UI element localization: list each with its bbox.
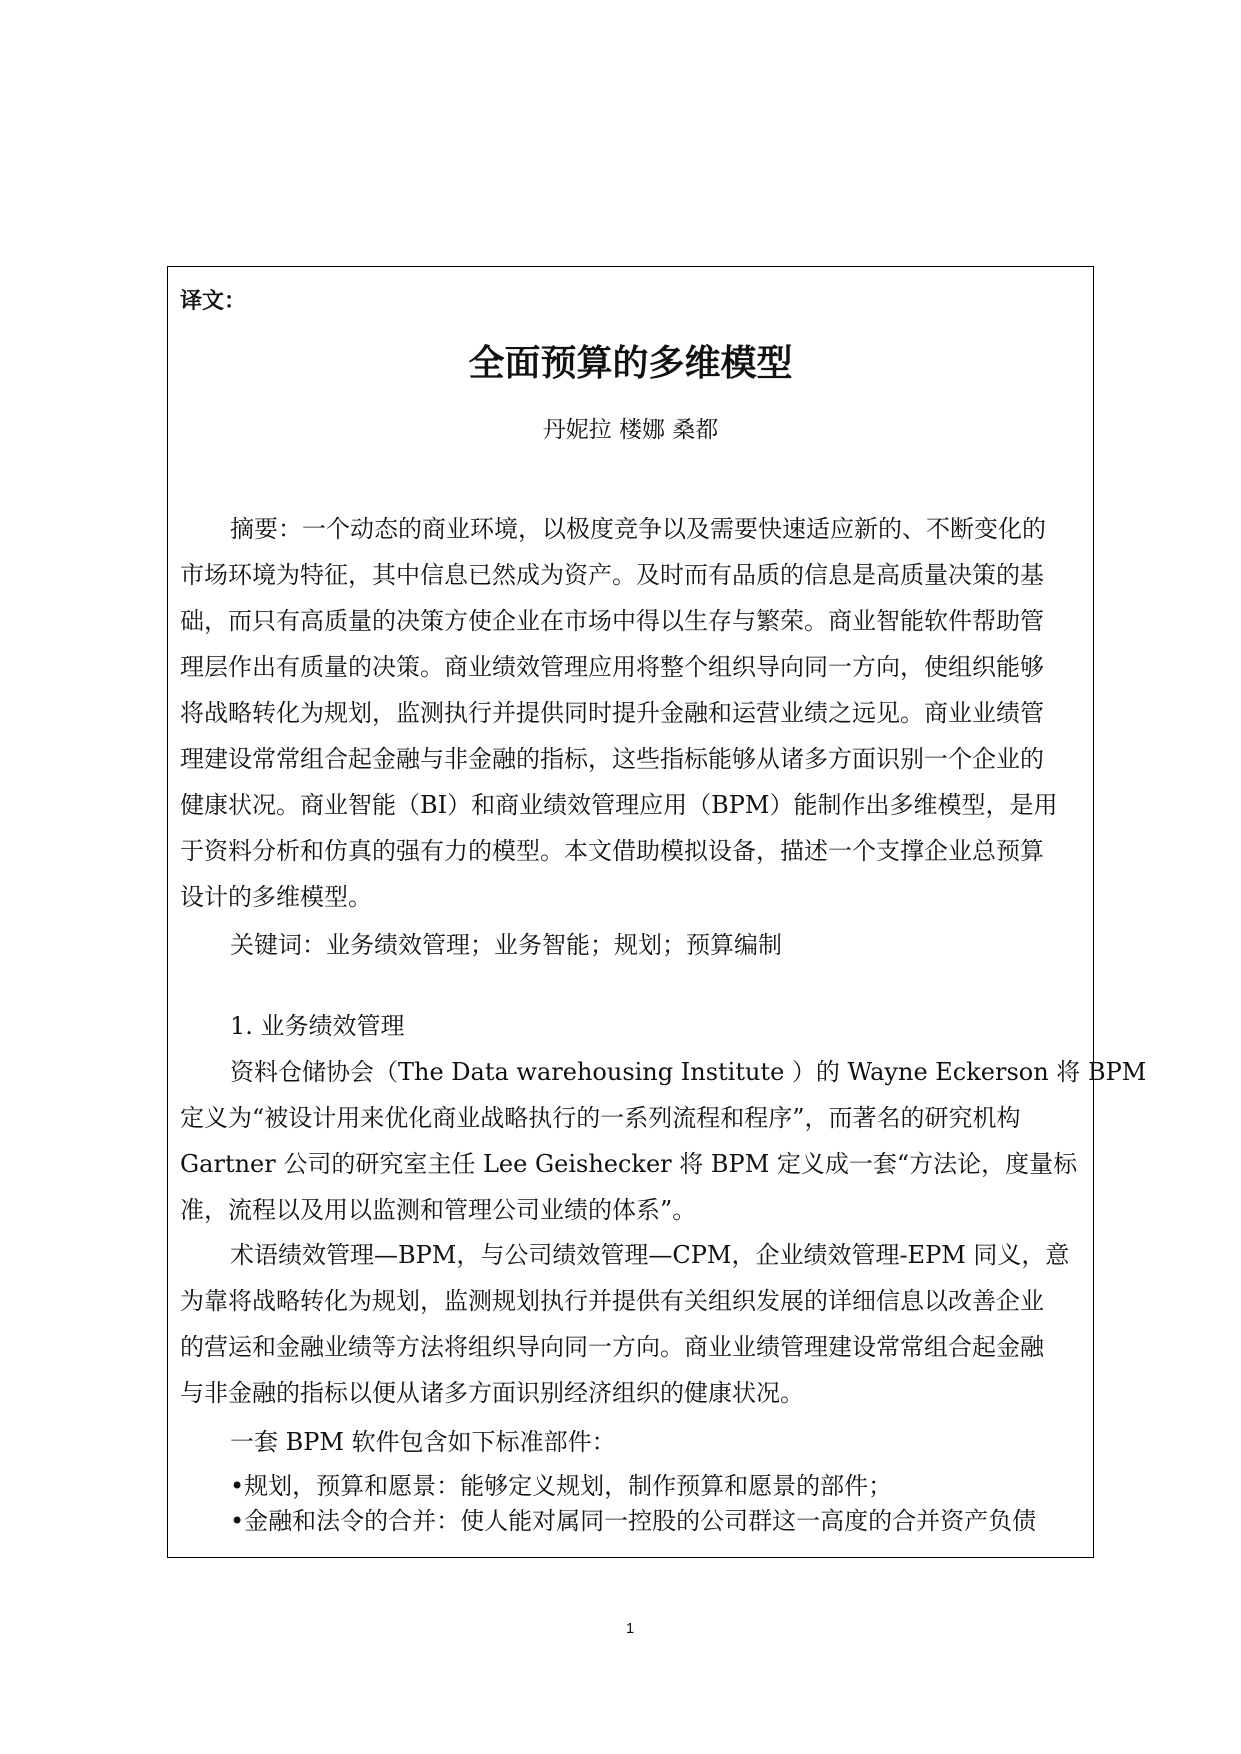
body-paragraph-2 — [180, 1232, 1085, 1416]
abstract-line: 市场环境为特征，其中信息已然成为资产。及时而有品质的信息是高质量决策的基 — [180, 561, 1044, 589]
section-heading — [180, 1003, 1085, 1049]
paragraph-line: Gartner 公司的研究室主任 Lee Geishecker 将 BPM 定义成一套“方法论，度量标 — [180, 1150, 1078, 1178]
body-paragraph-1 — [180, 1049, 1147, 1233]
abstract-line: 摘要：一个动态的商业环境，以极度竞争以及需要快速适应新的、不断变化的 — [230, 515, 1046, 543]
abstract-paragraph — [180, 506, 1085, 920]
paragraph-line: 定义为“被设计用来优化商业战略执行的一系列流程和程序”，而著名的研究机构 — [180, 1104, 1021, 1132]
abstract-line: 于资料分析和仿真的强有力的模型。本文借助模拟设备，描述一个支撑企业总预算 — [180, 837, 1044, 865]
abstract-line: 理建设常常组合起金融与非金融的指标，这些指标能够从诸多方面识别一个企业的 — [180, 745, 1044, 773]
abstract-line: 础，而只有高质量的决策方使企业在市场中得以生存与繁荣。商业智能软件帮助管 — [180, 607, 1044, 635]
abstract-line: 理层作出有质量的决策。商业绩效管理应用将整个组织导向同一方向，使组织能够 — [180, 653, 1044, 681]
paragraph-line: 的营运和金融业绩等方法将组织导向同一方向。商业业绩管理建设常常组合起金融 — [180, 1333, 1044, 1361]
keywords-line: 关键词：业务绩效管理；业务智能；规划；预算编制 — [230, 931, 782, 959]
page-number: 1 — [625, 1620, 635, 1637]
paragraph-line: 为靠将战略转化为规划，监测规划执行并提供有关组织发展的详细信息以改善企业 — [180, 1287, 1044, 1315]
paragraph-line: 术语绩效管理—BPM，与公司绩效管理—CPM，企业绩效管理-EPM 同义，意 — [230, 1241, 1070, 1269]
authors: 丹妮拉 楼娜 桑都 — [542, 417, 719, 443]
paragraph-line: 准，流程以及用以监测和管理公司业绩的体系”。 — [180, 1196, 697, 1224]
abstract-line: 将战略转化为规划，监测执行并提供同时提升金融和运营业绩之远见。商业业绩管 — [180, 699, 1044, 727]
paragraph-line: 资料仓储协会（The Data warehousing Institute ）的 Wayne Eckerson 将 BPM — [230, 1058, 1147, 1086]
abstract-line: 健康状况。商业智能（BI）和商业绩效管理应用（BPM）能制作出多维模型，是用 — [180, 791, 1058, 819]
keywords — [180, 922, 1085, 968]
abstract-line: 设计的多维模型。 — [180, 883, 372, 911]
paragraph-line: 与非金融的指标以便从诸多方面识别经济组织的健康状况。 — [180, 1379, 804, 1407]
list-item: •规划，预算和愿景：能够定义规划，制作预算和愿景的部件； — [230, 1472, 893, 1500]
section-heading-text: 1. 业务绩效管理 — [230, 1012, 405, 1040]
list-item: •金融和法令的合并：使人能对属同一控股的公司群这一高度的合并资产负债 — [230, 1507, 1037, 1535]
components-list — [180, 1469, 1085, 1539]
components-intro-text: 一套 BPM 软件包含如下标准部件： — [230, 1428, 616, 1456]
translation-label: 译文： — [180, 289, 247, 314]
document-title: 全面预算的多维模型 — [468, 343, 793, 384]
components-intro — [180, 1419, 1085, 1465]
